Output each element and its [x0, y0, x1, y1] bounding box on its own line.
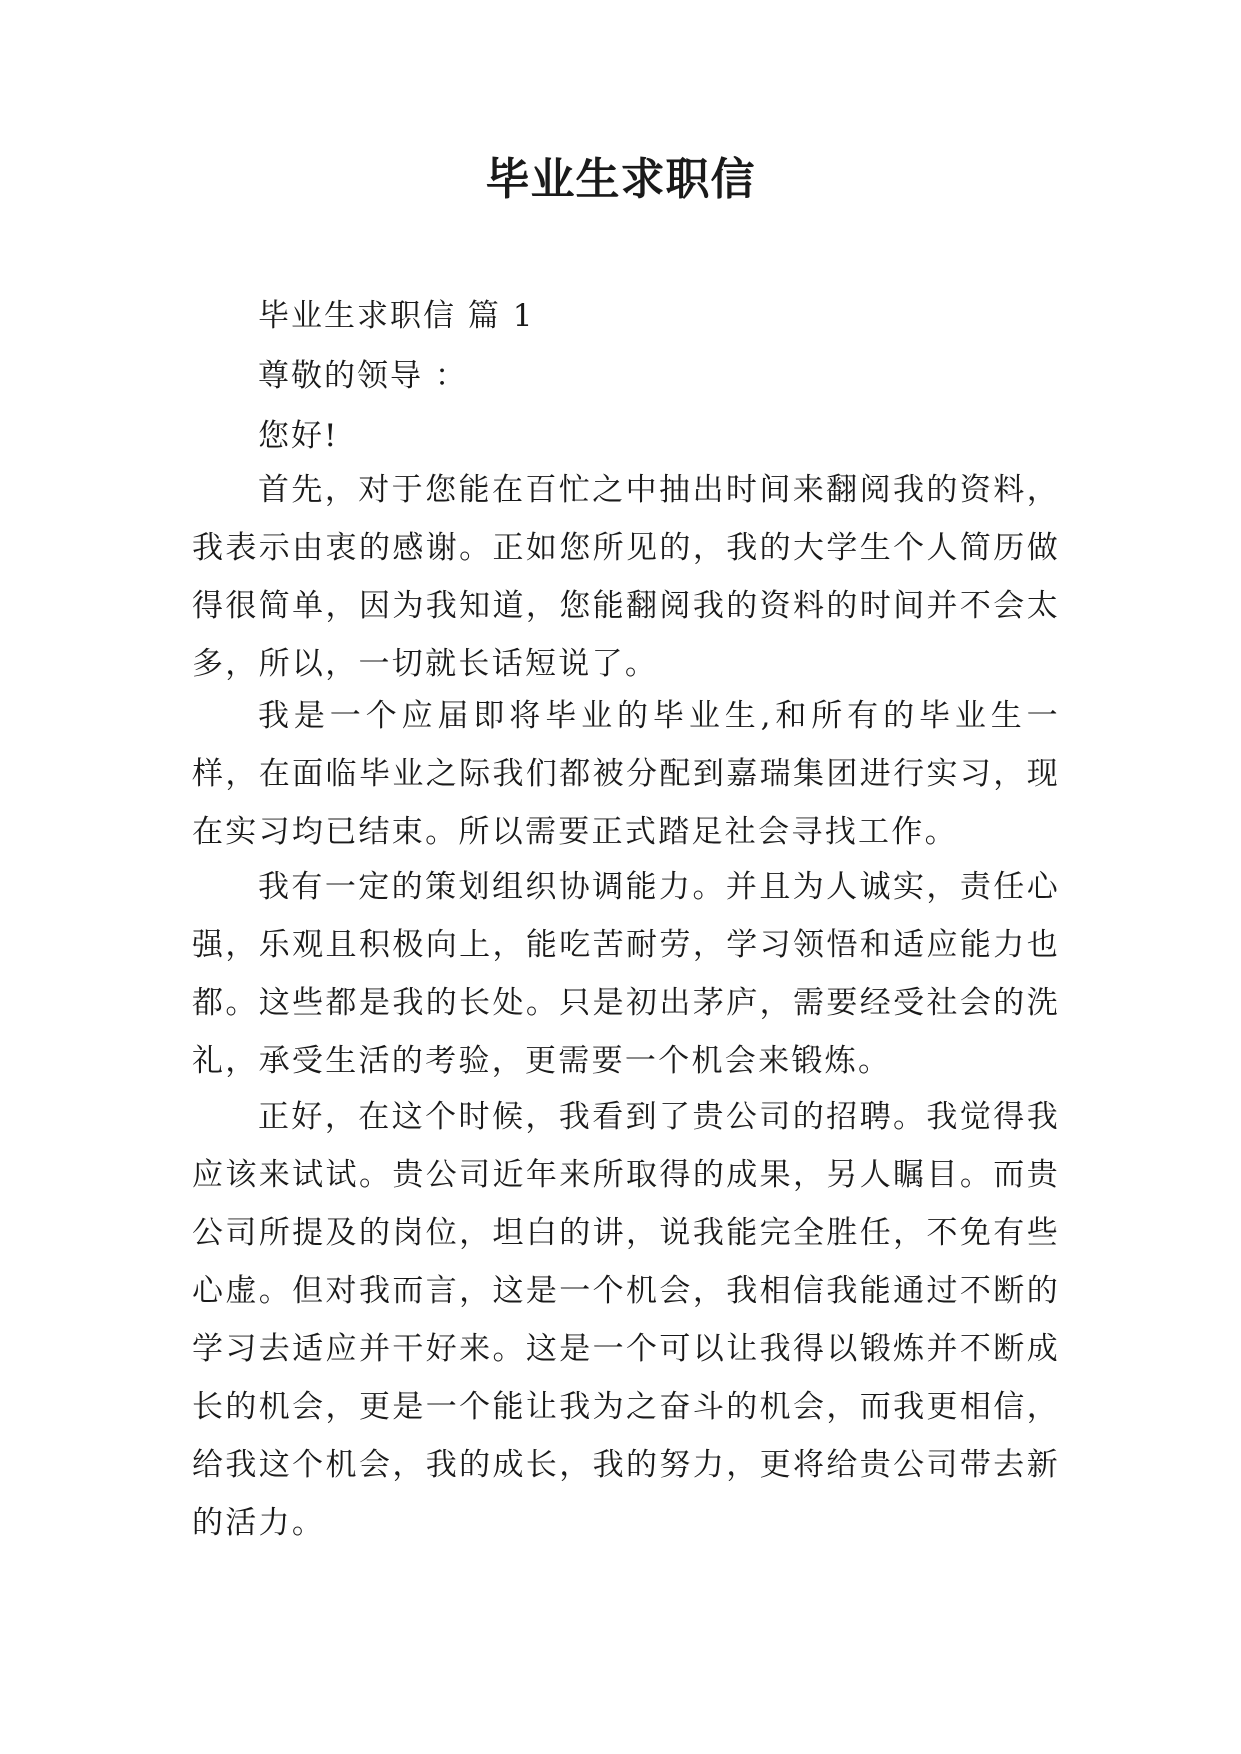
- salutation: 尊敬的领导 ：: [258, 358, 468, 394]
- body-paragraph-3: 我有一定的策划组织协调能力。并且为人诚实，责任心强，乐观且积极向上，能吃苦耐劳，学习领悟和适应能力也都。这些都是我的长处。只是初出茅庐，需要经受社会的洗礼，承受生活的考验，更需要一个机会来锻炼。: [192, 869, 1060, 1079]
- body-paragraph-4: 正好，在这个时候，我看到了贵公司的招聘。我觉得我应该来试试。贵公司近年来所取得的成果，另人瞩目。而贵公司所提及的岗位，坦白的讲，说我能完全胜任，不免有些心虚。但对我而言，这是一个机会，我相信我能通过不断的学习去适应并干好来。这是一个可以让我得以锻炼并不断成长的机会，更是一个能让我为之奋斗的机会，而我更相信，给我这个机会，我的成长，我的努力，更将给贵公司带去新的活力。: [192, 1099, 1060, 1541]
- letter-heading: 毕业生求职信 篇 1: [258, 298, 535, 334]
- document-title: 毕业生求职信: [485, 154, 756, 205]
- greeting: 您好!: [258, 418, 339, 454]
- body-paragraph-1: 首先，对于您能在百忙之中抽出时间来翻阅我的资料，我表示由衷的感谢。正如您所见的，我的大学生个人简历做得很简单，因为我知道，您能翻阅我的资料的时间并不会太多，所以，一切就长话短说了。: [192, 472, 1060, 682]
- body-paragraph-2: 我是一个应届即将毕业的毕业生,和所有的毕业生一样，在面临毕业之际我们都被分配到嘉瑞集团进行实习，现在实习均已结束。所以需要正式踏足社会寻找工作。: [192, 698, 1060, 850]
